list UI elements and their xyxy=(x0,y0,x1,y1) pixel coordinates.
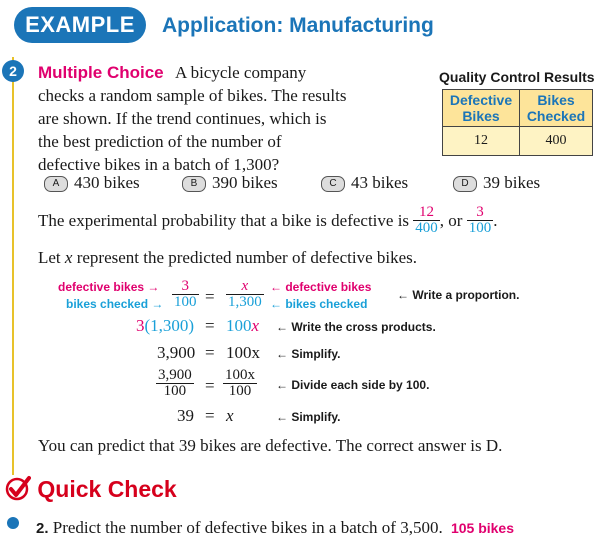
note-divide: ← Divide each side by 100. xyxy=(276,378,430,392)
period: . xyxy=(493,210,498,230)
let-word: Let xyxy=(38,248,61,267)
equals-sign: = xyxy=(205,316,215,335)
quality-control-table xyxy=(442,89,593,156)
result-left: 39 xyxy=(177,406,194,425)
proportion-left-fraction xyxy=(172,279,199,310)
quick-check-heading xyxy=(5,475,177,503)
example-number: 2 xyxy=(2,60,24,82)
table-header: Bikes Checked xyxy=(520,90,593,127)
note-simplify-final: ← Simplify. xyxy=(276,410,341,424)
problem-line-5: defective bikes in a batch of 1,300? xyxy=(38,155,280,174)
margin-rule xyxy=(12,57,14,475)
let-x-line xyxy=(38,248,417,268)
note-write-proportion: ← Write a proportion. xyxy=(397,288,520,302)
denominator: 100 xyxy=(228,383,252,399)
divide-right-fraction xyxy=(223,368,257,399)
note-cross-products: ← Write the cross products. xyxy=(276,320,436,334)
fraction-3-100 xyxy=(467,205,494,236)
quick-check-title: Quick Check xyxy=(37,476,177,502)
problem-line-2: checks a random sample of bikes. The results xyxy=(38,86,347,105)
label-defective-right: ← defective bikes xyxy=(270,280,372,294)
equals-sign: = xyxy=(205,287,215,306)
table-title: Quality Control Results xyxy=(439,69,595,85)
denominator: 1,300 xyxy=(228,294,262,310)
numerator: 3 xyxy=(172,279,199,295)
problem-line-3: are shown. If the trend continues, which is xyxy=(38,109,327,128)
numerator: 12 xyxy=(413,205,440,221)
experimental-probability-line xyxy=(38,205,497,236)
problem-line-4: the best prediction of the number of xyxy=(38,132,282,151)
cross-product-left: 3(1,300) xyxy=(136,316,195,335)
equals-sign: = xyxy=(205,406,215,425)
fraction-12-400 xyxy=(413,205,440,236)
choice-text: 39 bikes xyxy=(483,173,541,192)
conclusion-text: You can predict that 39 bikes are defective. The correct answer is D. xyxy=(38,436,503,455)
choice-a[interactable] xyxy=(44,173,140,193)
numerator: 3 xyxy=(467,205,494,221)
table-row xyxy=(443,127,593,156)
result-right: x xyxy=(226,406,234,425)
choice-b[interactable] xyxy=(182,173,278,193)
table-header: Defective Bikes xyxy=(443,90,520,127)
table-cell: 12 xyxy=(443,127,520,156)
choice-letter: A xyxy=(44,176,68,192)
simplify-right: 100x xyxy=(226,343,260,362)
checkmark-icon xyxy=(5,475,31,501)
choice-text: 390 bikes xyxy=(212,173,278,192)
multiple-choice-label: Multiple Choice xyxy=(38,63,164,82)
item-question: Predict the number of defective bikes in a batch of 3,500. xyxy=(52,518,443,537)
example-badge: EXAMPLE xyxy=(14,7,146,43)
item-answer: 105 bikes xyxy=(450,520,515,536)
denominator: 100 xyxy=(163,383,187,399)
problem-line-1: A bicycle company xyxy=(175,63,307,82)
choice-text: 430 bikes xyxy=(74,173,140,192)
choice-letter: C xyxy=(321,176,345,192)
proportion-right-fraction xyxy=(226,279,264,310)
note-simplify: ← Simplify. xyxy=(276,347,341,361)
bullet-icon xyxy=(7,517,19,529)
denominator: 100 xyxy=(174,294,197,310)
divide-left-fraction xyxy=(156,368,194,399)
variable-x: x xyxy=(64,248,73,267)
label-checked-right: ← bikes checked xyxy=(270,297,368,311)
choice-text: 43 bikes xyxy=(351,173,409,192)
numerator: 3,900 xyxy=(158,367,192,383)
or-text: , or xyxy=(439,210,463,230)
choice-letter: B xyxy=(182,176,206,192)
numerator: x xyxy=(226,279,264,295)
let-rest: represent the predicted number of defective bikes. xyxy=(76,248,418,267)
numerator: 100x xyxy=(225,367,255,383)
denominator: 100 xyxy=(468,220,492,236)
quick-check-item xyxy=(36,518,514,538)
cross-product-right: 100x xyxy=(226,316,260,335)
item-number: 2. xyxy=(36,520,49,537)
exp-text: The experimental probability that a bike is defective is xyxy=(38,210,410,230)
equals-sign: = xyxy=(205,343,215,362)
choice-letter: D xyxy=(453,176,477,192)
choice-c[interactable] xyxy=(321,173,408,193)
choice-d[interactable] xyxy=(453,173,540,193)
label-defective-left: defective bikes → xyxy=(58,280,160,294)
equals-sign: = xyxy=(205,376,215,395)
denominator: 400 xyxy=(415,220,438,236)
table-cell: 400 xyxy=(520,127,593,156)
simplify-left: 3,900 xyxy=(157,343,196,362)
label-checked-left: bikes checked → xyxy=(66,297,164,311)
example-title: Application: Manufacturing xyxy=(162,14,434,37)
